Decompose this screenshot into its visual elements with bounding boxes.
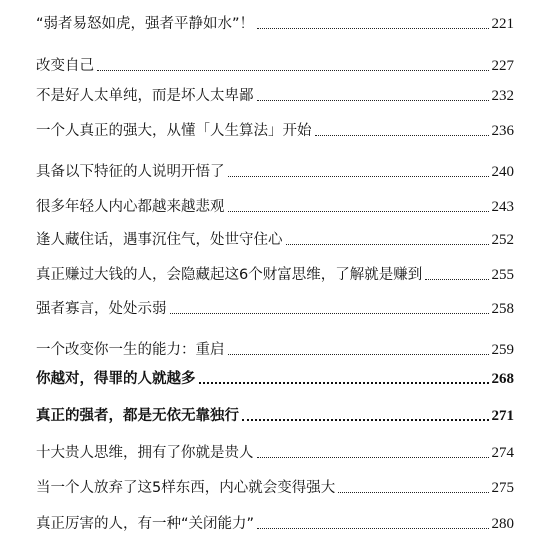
toc-entry-page: 255 — [491, 267, 514, 283]
toc-entry-title: 真正赚过大钱的人，会隐藏起这6个财富思维，了解就是赚到 — [36, 267, 423, 283]
toc-entry[interactable] — [36, 474, 514, 498]
toc-entry-page: 271 — [491, 408, 514, 424]
toc-entry-title: 你越对，得罪的人就越多 — [36, 371, 196, 387]
dot-leader — [228, 175, 489, 177]
toc-entry[interactable] — [36, 336, 514, 360]
toc-entry-title: 当一个人放弃了这5样东西，内心就会变得强大 — [36, 480, 336, 496]
toc-entry-page: 252 — [491, 232, 514, 248]
dot-leader — [425, 278, 488, 280]
toc-entry-title: 十大贵人思维，拥有了你就是贵人 — [36, 445, 254, 461]
toc-entry[interactable] — [36, 439, 514, 463]
dot-leader — [257, 456, 489, 458]
toc-entry[interactable] — [36, 226, 514, 250]
dot-leader — [257, 27, 488, 29]
toc-entry[interactable] — [36, 510, 514, 534]
dot-leader — [199, 381, 489, 384]
dot-leader — [257, 527, 488, 529]
dot-leader — [228, 210, 489, 212]
toc-entry-page: 243 — [491, 199, 514, 215]
dot-leader — [242, 418, 489, 421]
toc-entry-title: 一个人真正的强大，从懂「人生算法」开始 — [36, 123, 312, 139]
toc-entry-title: 改变自己 — [36, 58, 94, 74]
toc-entry-page: 236 — [491, 123, 514, 139]
toc-entry[interactable] — [36, 193, 514, 217]
toc-entry[interactable] — [36, 10, 514, 34]
toc-entry[interactable] — [36, 82, 514, 106]
dot-leader — [228, 353, 489, 355]
toc-entry[interactable] — [36, 261, 514, 285]
toc-entry-page: 232 — [491, 88, 514, 104]
toc-entry[interactable] — [36, 295, 514, 319]
toc-entry[interactable] — [36, 52, 514, 76]
toc-entry-page: 221 — [491, 16, 514, 32]
toc-entry-title: 具备以下特征的人说明开悟了 — [36, 164, 225, 180]
toc-entry-title: 真正厉害的人，有一种“关闭能力” — [36, 516, 255, 532]
toc-entry-page: 274 — [491, 445, 514, 461]
toc-entry-page: 258 — [491, 301, 514, 317]
toc-entry-title: 逢人藏住话，遇事沉住气，处世守住心 — [36, 232, 283, 248]
toc-entry-page: 280 — [491, 516, 514, 532]
toc-entry-page: 227 — [491, 58, 514, 74]
toc-entry[interactable] — [36, 158, 514, 182]
dot-leader — [257, 99, 489, 101]
toc-entry-title: 不是好人太单纯，而是坏人太卑鄙 — [36, 88, 254, 104]
toc-entry-page: 268 — [491, 371, 514, 387]
dot-leader — [338, 491, 488, 493]
toc-entry-page: 240 — [491, 164, 514, 180]
dot-leader — [170, 312, 489, 314]
toc-entry[interactable] — [36, 365, 514, 389]
toc-entry-page: 259 — [491, 342, 514, 358]
dot-leader — [286, 243, 489, 245]
toc-entry[interactable] — [36, 402, 514, 426]
toc-entry-page: 275 — [491, 480, 514, 496]
toc-entry-title: 一个改变你一生的能力：重启 — [36, 342, 225, 358]
toc-entry-title: 很多年轻人内心都越来越悲观 — [36, 199, 225, 215]
toc-entry-title: “弱者易怒如虎，强者平静如水”！ — [36, 16, 255, 32]
toc-entry[interactable] — [36, 117, 514, 141]
toc-entry-title: 真正的强者，都是无依无靠独行 — [36, 408, 239, 424]
toc-entry-title: 强者寡言，处处示弱 — [36, 301, 167, 317]
dot-leader — [315, 134, 489, 136]
dot-leader — [97, 69, 489, 71]
